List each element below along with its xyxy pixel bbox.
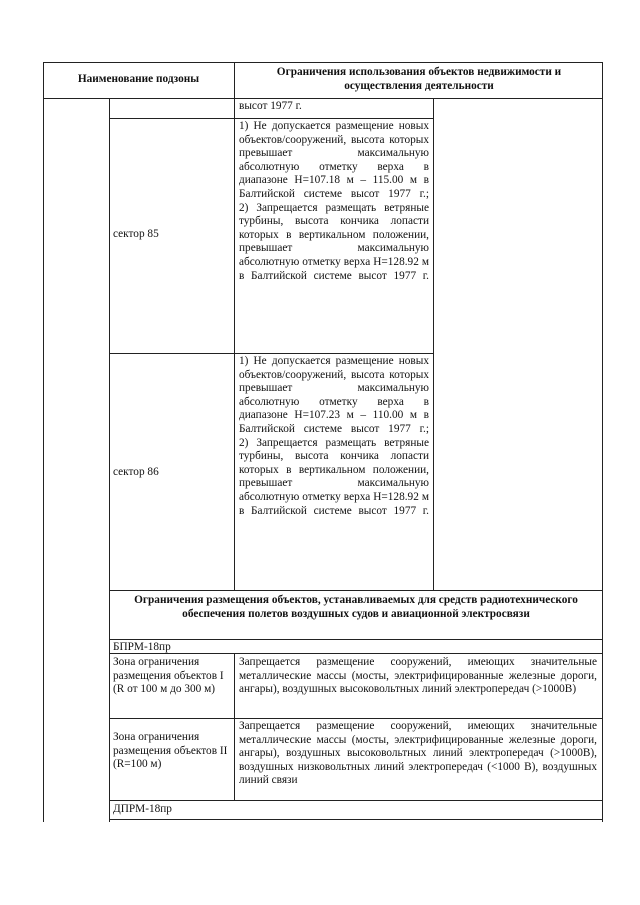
header-col1 — [43, 62, 234, 98]
row-divider — [109, 118, 433, 119]
restrictions-table — [43, 62, 603, 822]
zone-1-name: Зона ограничения размещения объектов I (R от 100 м до 300 м) — [113, 656, 224, 696]
zone-1-text: Запрещается размещение сооружений, имеющих значительные металлические массы (мосты, электрифицированные железные дороги, ангары), воздушных высоковольтных линий электропередач (>1000В) — [239, 656, 597, 696]
row-divider — [109, 639, 603, 640]
sector-85-text: 1) Не допускается размещение новых объектов/сооружений, высота которых превышает максимальную абсолютную отметку верха в диапазоне H=107.18 м – 115.00 м в Балтийской системе высот 1977 г.; 2) Запрещается размещать ветряные турбины, высота кончика лопасти которых в вертикальном положении, превышает максимальную абсолютную отметку верха H=128.92 м в Балтийской системе высот 1977 г. — [239, 120, 429, 282]
row-divider — [109, 718, 603, 719]
col-divider — [433, 98, 434, 590]
table-border-right — [602, 62, 603, 822]
row-divider — [109, 819, 603, 820]
col-divider — [234, 98, 235, 590]
header-col-divider — [234, 62, 235, 98]
col-divider — [109, 98, 110, 822]
table-border-left — [43, 62, 44, 822]
group-label-bprm: БПРМ-18пр — [113, 641, 171, 653]
row-divider — [109, 353, 433, 354]
continuation-text: высот 1977 г. — [239, 100, 302, 112]
col-divider — [234, 653, 235, 800]
row-divider — [109, 590, 603, 591]
zone-2-text: Запрещается размещение сооружений, имеющих значительные металлические массы (мосты, электрифицированные железные дороги, ангары), воздушных высоковольтных линий электропередач (>1000В), воздушных низковольтных линий электропередач (<1000 В), воздушных линий связи — [239, 720, 597, 787]
zone-2-name: Зона ограничения размещения объектов II (R=100 м) — [113, 731, 228, 771]
header-col2: Ограничения использования объектов недвижимости и осуществления деятельности — [276, 66, 562, 92]
row-divider — [109, 800, 603, 801]
sector-85-name: сектор 85 — [113, 228, 159, 240]
sector-86-name: сектор 86 — [113, 466, 159, 478]
section-heading: Ограничения размещения объектов, устанавливаемых для средств радиотехнического обеспечения полетов воздушных судов и авиационной электросвязи — [134, 594, 578, 620]
sector-86-text: 1) Не допускается размещение новых объектов/сооружений, высота которых превышает максимальную абсолютную отметку верха в диапазоне H=107.23 м – 110.00 м в Балтийской системе высот 1977 г.; 2) Запрещается размещать ветряные турбины, высота кончика лопасти которых в вертикальном положении, превышает максимальную абсолютную отметку верха H=128.92 м в Балтийской системе высот 1977 г. — [239, 355, 429, 517]
header-divider — [43, 98, 603, 99]
group-label-dprm: ДПРМ-18пр — [113, 803, 172, 815]
header-col1-text: Наименование подзоны — [77, 73, 200, 86]
